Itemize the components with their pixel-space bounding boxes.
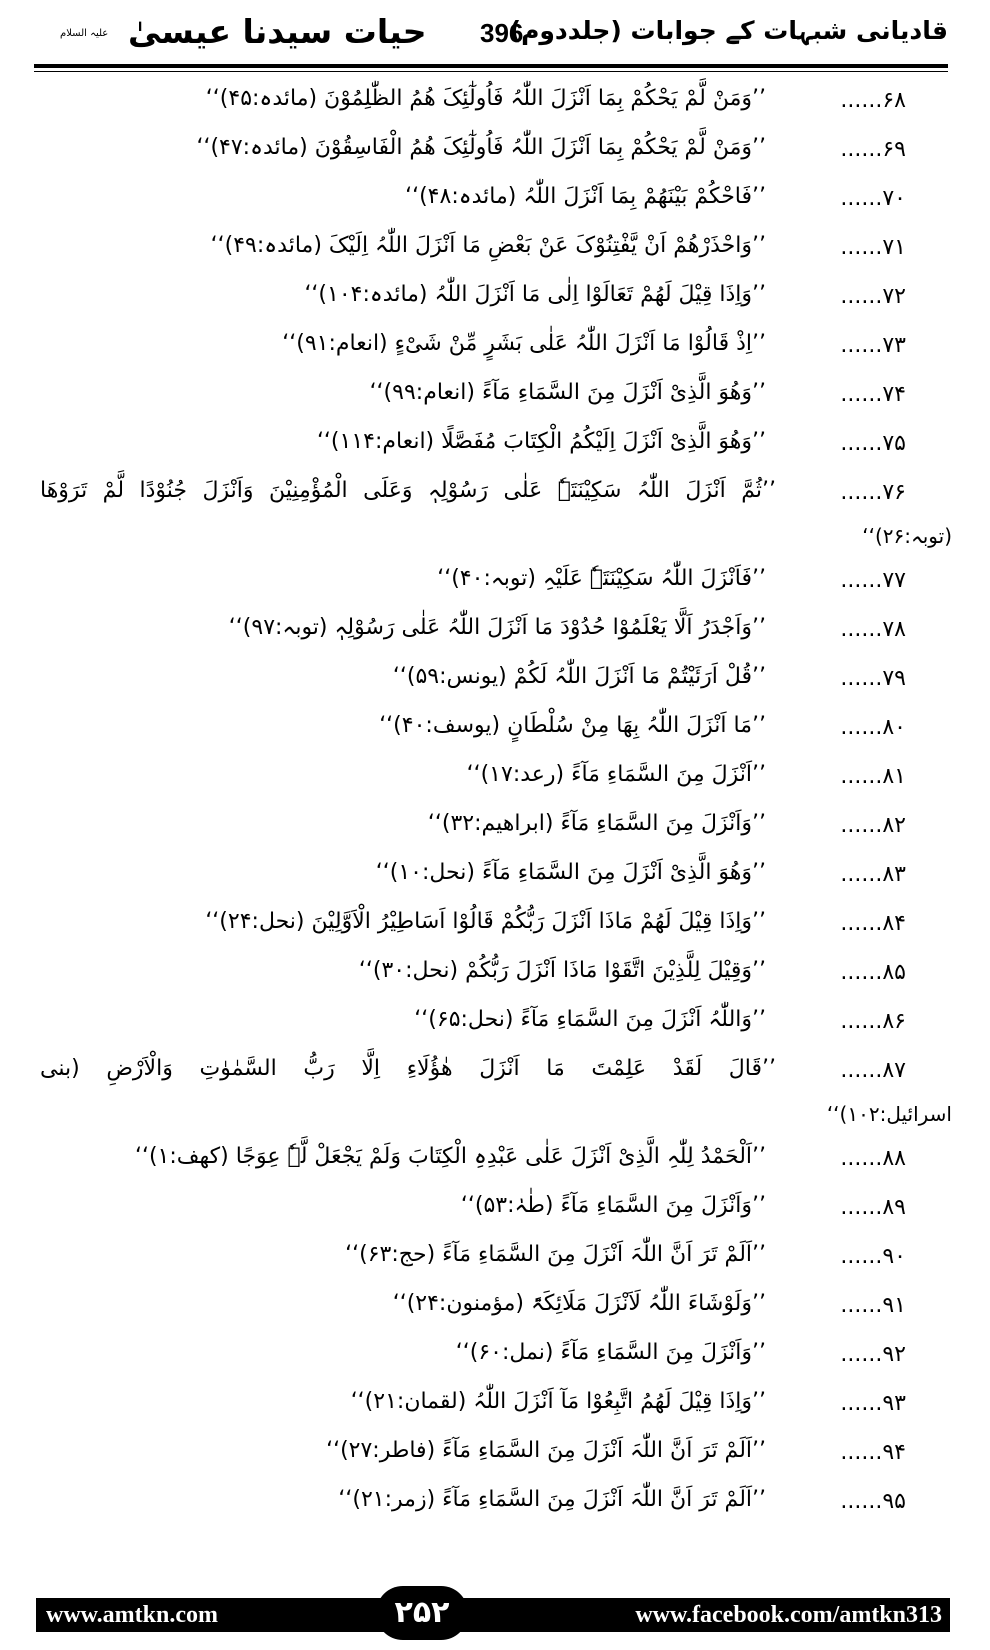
verse-text: ’’وَاحْذَرْھُمْ اَنْ یَّفْتِنُوْکَ عَنْ بَعْضِ مَا اَنْزَلَ اللّٰہُ اِلَیْکَ (مائدہ:۴۹)‘‘ — [210, 233, 766, 258]
verse-number: ۸۳...... — [840, 862, 906, 887]
verse-entry — [0, 474, 990, 562]
verse-entry — [0, 807, 990, 856]
verse-text: ’’اَلْحَمْدُ لِلّٰہِ الَّذِیْ اَنْزَلَ عَلٰی عَبْدِہِ الْکِتَابَ وَلَمْ یَجْعَلْ لَّہٗ عِوَجًا (کھف:۱)‘‘ — [134, 1144, 766, 1169]
verse-text: ’’اِذْ قَالُوْا مَا اَنْزَلَ اللّٰہُ عَلٰی بَشَرٍ مِّنْ شَیْءٍ (انعام:۹۱)‘‘ — [282, 331, 766, 356]
verse-text: ’’وَاَنْزَلَ مِنَ السَّمَاءِ مَآءً (ابراھیم:۳۲)‘‘ — [427, 811, 766, 836]
verse-entry — [0, 1434, 990, 1483]
verse-entry — [0, 1336, 990, 1385]
facebook-link[interactable]: www.facebook.com/amtkn313 — [635, 1602, 942, 1628]
verse-entry — [0, 758, 990, 807]
header-rule — [34, 64, 948, 68]
website-link[interactable]: www.amtkn.com — [46, 1602, 218, 1628]
verse-text: ’’قُلْ اَرَئَیْتُمْ مَا اَنْزَلَ اللّٰہُ لَکُمْ (یونس:۵۹)‘‘ — [392, 664, 766, 689]
verse-number: ۷۰...... — [840, 186, 906, 211]
header-page-number: 396 — [480, 18, 524, 48]
verse-list — [0, 82, 990, 1532]
verse-entry — [0, 660, 990, 709]
verse-entry — [0, 1003, 990, 1052]
verse-text: ’’مَا اَنْزَلَ اللّٰہُ بِھَا مِنْ سُلْطَانٍ (یوسف:۴۰)‘‘ — [379, 713, 766, 738]
verse-number: ۸۲...... — [840, 813, 906, 838]
verse-text: ’’وَھُوَ الَّذِیْ اَنْزَلَ اِلَیْکُمُ الْکِتَابَ مُفَصَّلًا (انعام:۱۱۴)‘‘ — [316, 429, 766, 454]
verse-number: ۹۵...... — [840, 1489, 906, 1514]
verse-number: ۷۱...... — [840, 235, 906, 260]
verse-text: ’’وَاللّٰہُ اَنْزَلَ مِنَ السَّمَاءِ مَآءً (نحل:۶۵)‘‘ — [414, 1007, 766, 1032]
verse-text: ’’اَلَمْ تَرَ اَنَّ اللّٰہَ اَنْزَلَ مِنَ السَّمَاءِ مَآءً (زمر:۲۱)‘‘ — [338, 1487, 766, 1512]
verse-number: ۷۳...... — [840, 333, 906, 358]
verse-entry — [0, 131, 990, 180]
verse-text: ’’وَمَنْ لَّمْ یَحْکُمْ بِمَا اَنْزَلَ اللّٰہُ فَاُولٰٓئِکَ ھُمُ الظّٰلِمُوْنَ (مائدہ:۴۵)‘‘ — [205, 86, 766, 111]
verse-text: ’’فَاَنْزَلَ اللّٰہُ سَکِیْنَتَہٗ عَلَیْہِ (توبہ:۴۰)‘‘ — [437, 566, 766, 591]
verse-entry — [0, 611, 990, 660]
verse-text: ’’وَلَوْشَاءَ اللّٰہُ لَاَنْزَلَ مَلَائِکَۃً (مؤمنون:۲۴)‘‘ — [392, 1291, 766, 1316]
verse-entry — [0, 1483, 990, 1532]
verse-number: ۸۱...... — [840, 764, 906, 789]
verse-text: ’’قَالَ لَقَدْ عَلِمْتَ مَا اَنْزَلَ ھٰؤُلَاءِ اِلَّا رَبُّ السَّمٰوٰتِ وَالْاَرْضِ (بنی — [40, 1056, 776, 1081]
verse-entry — [0, 1238, 990, 1287]
verse-number: ۸۸...... — [840, 1146, 906, 1171]
verse-number: ۷۵...... — [840, 431, 906, 456]
verse-number: ۹۱...... — [840, 1293, 906, 1318]
verse-number: ۸۶...... — [840, 1009, 906, 1034]
verse-entry — [0, 709, 990, 758]
verse-number: ۷۸...... — [840, 617, 906, 642]
page-footer — [36, 1595, 950, 1632]
verse-number: ۷۹...... — [840, 666, 906, 691]
verse-number: ۷۴...... — [840, 382, 906, 407]
verse-number: ۷۲...... — [840, 284, 906, 309]
verse-text: ’’ثُمَّ اَنْزَلَ اللّٰہُ سَکِیْنَتَہٗ عَلٰی رَسُوْلِہٖ وَعَلَی الْمُؤْمِنِیْنَ وَاَنْزَلَ جُنُوْدًا لَّمْ تَرَوْھَا — [40, 478, 776, 503]
verse-text: ’’وَھُوَ الَّذِیْ اَنْزَلَ مِنَ السَّمَاءِ مَآءً (نحل:۱۰)‘‘ — [375, 860, 766, 885]
verse-entry — [0, 229, 990, 278]
verse-entry — [0, 1287, 990, 1336]
verse-entry — [0, 1189, 990, 1238]
verse-number: ۹۰...... — [840, 1244, 906, 1269]
verse-entry — [0, 327, 990, 376]
verse-entry — [0, 180, 990, 229]
verse-entry — [0, 562, 990, 611]
honorific: علیہ السلام — [60, 28, 109, 39]
verse-text: ’’وَاَنْزَلَ مِنَ السَّمَاءِ مَآءً (طٰہٰ:۵۳)‘‘ — [460, 1193, 766, 1218]
verse-number: ۸۵...... — [840, 960, 906, 985]
verse-entry — [0, 1052, 990, 1140]
verse-number: ۷۷...... — [840, 568, 906, 593]
verse-number: ۸۷...... — [840, 1058, 906, 1083]
verse-text: ’’وَاِذَا قِیْلَ لَھُمْ مَاذَا اَنْزَلَ رَبُّکُمْ قَالُوْا اَسَاطِیْرُ الْاَوَّلِیْنَ (نحل:۲۴)‘‘ — [205, 909, 766, 934]
verse-text: ’’وَمَنْ لَّمْ یَحْکُمْ بِمَا اَنْزَلَ اللّٰہُ فَاُولٰٓئِکَ ھُمُ الْفَاسِقُوْنَ (مائدہ:۴۷)‘‘ — [196, 135, 766, 160]
verse-number: ۸۰...... — [840, 715, 906, 740]
verse-text: ’’اَلَمْ تَرَ اَنَّ اللّٰہَ اَنْزَلَ مِنَ السَّمَاءِ مَآءً (حج:۶۳)‘‘ — [345, 1242, 766, 1267]
verse-entry — [0, 82, 990, 131]
verse-text: ’’وَاَنْزَلَ مِنَ السَّمَاءِ مَآءً (نمل:۶۰)‘‘ — [455, 1340, 766, 1365]
verse-text: ’’وَقِیْلَ لِلَّذِیْنَ اتَّقَوْا مَاذَا اَنْزَلَ رَبُّکُمْ (نحل:۳۰)‘‘ — [358, 958, 766, 983]
verse-text: ’’فَاحْکُمْ بَیْنَھُمْ بِمَا اَنْزَلَ اللّٰہُ (مائدہ:۴۸)‘‘ — [405, 184, 766, 209]
verse-number: ۶۸...... — [840, 88, 906, 113]
verse-entry — [0, 1140, 990, 1189]
verse-number: ۸۴...... — [840, 911, 906, 936]
verse-text: ’’وَاِذَا قِیْلَ لَھُمُ اتَّبِعُوْا مَآ اَنْزَلَ اللّٰہُ (لقمان:۲۱)‘‘ — [350, 1389, 766, 1414]
verse-entry — [0, 278, 990, 327]
verse-text: ’’وَھُوَ الَّذِیْ اَنْزَلَ مِنَ السَّمَاءِ مَآءً (انعام:۹۹)‘‘ — [369, 380, 766, 405]
verse-entry — [0, 376, 990, 425]
verse-number: ۹۳...... — [840, 1391, 906, 1416]
verse-number: ۹۴...... — [840, 1440, 906, 1465]
header-rule-thin — [34, 71, 948, 72]
series-title: قادیانی شبہات کے جوابات (جلددوم) — [509, 16, 948, 45]
book-title: حیات سیدنا عیسیٰ — [128, 12, 427, 51]
verse-reference-continuation: (توبہ:۲۶)‘‘ — [862, 524, 952, 548]
verse-text: ’’اَنْزَلَ مِنَ السَّمَاءِ مَآءً (رعد:۱۷)‘‘ — [466, 762, 766, 787]
verse-text: ’’اَلَمْ تَرَ اَنَّ اللّٰہَ اَنْزَلَ مِنَ السَّمَاءِ مَآءً (فاطر:۲۷)‘‘ — [326, 1438, 766, 1463]
verse-reference-continuation: اسرائیل:۱۰۲)‘‘ — [826, 1102, 952, 1126]
verse-number: ۸۹...... — [840, 1195, 906, 1220]
verse-number: ۷۶...... — [840, 480, 906, 505]
verse-text: ’’وَاَجْدَرُ اَلَّا یَعْلَمُوْا حُدُوْدَ مَا اَنْزَلَ اللّٰہُ عَلٰی رَسُوْلِہٖ (توبہ:۹۷)‘‘ — [228, 615, 766, 640]
verse-entry — [0, 905, 990, 954]
verse-number: ۶۹...... — [840, 137, 906, 162]
verse-entry — [0, 1385, 990, 1434]
verse-entry — [0, 954, 990, 1003]
verse-entry — [0, 856, 990, 905]
verse-number: ۹۲...... — [840, 1342, 906, 1367]
verse-text: ’’وَاِذَا قِیْلَ لَھُمْ تَعَالَوْا اِلٰی مَا اَنْزَلَ اللّٰہُ (مائدہ:۱۰۴)‘‘ — [304, 282, 766, 307]
footer-page-number: ۲۵۲ — [376, 1586, 468, 1640]
page-header — [34, 14, 948, 64]
verse-entry — [0, 425, 990, 474]
